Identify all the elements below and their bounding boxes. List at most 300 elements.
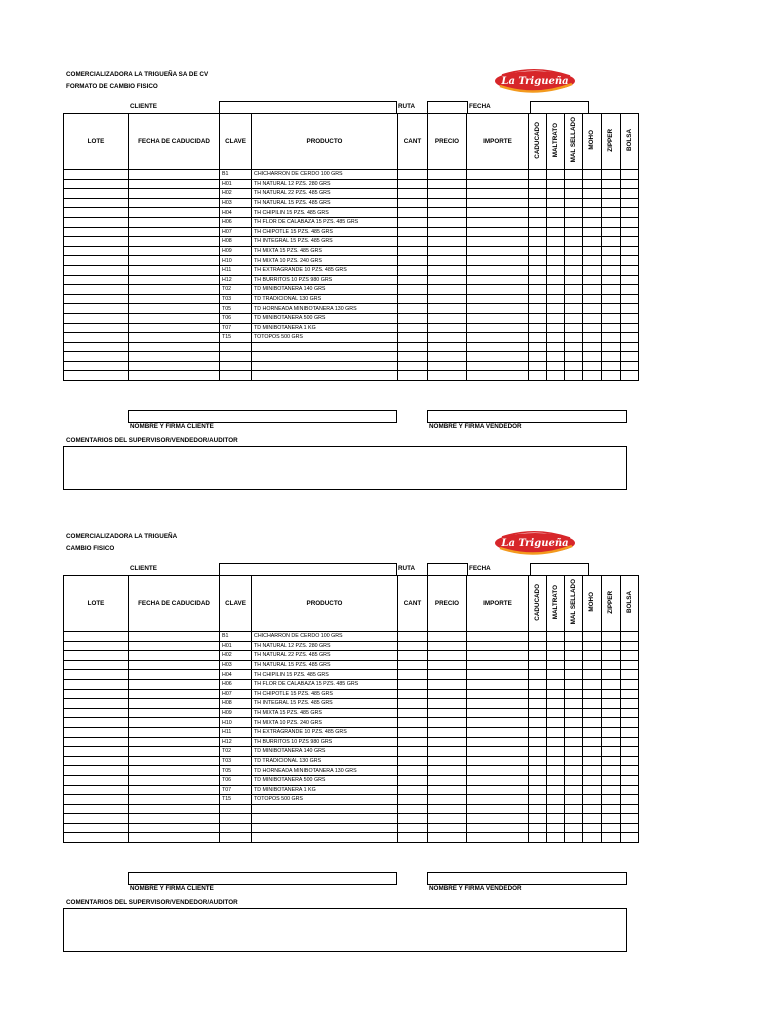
entry-cell[interactable] [565,246,583,256]
entry-cell[interactable] [428,304,467,314]
entry-cell[interactable] [621,699,639,709]
entry-cell[interactable] [565,660,583,670]
entry-cell[interactable] [547,785,565,795]
entry-cell[interactable] [565,699,583,709]
entry-cell[interactable] [565,708,583,718]
entry-cell[interactable] [565,189,583,199]
entry-cell[interactable] [64,304,129,314]
entry-cell[interactable] [428,371,467,381]
entry-cell[interactable] [529,747,547,757]
entry-cell[interactable] [428,361,467,371]
entry-cell[interactable] [621,304,639,314]
entry-cell[interactable] [547,756,565,766]
entry-cell[interactable] [529,708,547,718]
entry-cell[interactable] [428,352,467,362]
entry-cell[interactable] [467,189,529,199]
entry-cell[interactable] [547,170,565,180]
entry-cell[interactable] [602,718,621,728]
entry-cell[interactable] [129,775,220,785]
entry-cell[interactable] [602,727,621,737]
entry-cell[interactable] [64,756,129,766]
entry-cell[interactable] [565,737,583,747]
entry-cell[interactable] [467,333,529,343]
entry-cell[interactable] [129,747,220,757]
entry-cell[interactable] [565,814,583,824]
entry-cell[interactable] [64,785,129,795]
entry-cell[interactable] [428,275,467,285]
entry-cell[interactable] [583,641,602,651]
entry-cell[interactable] [467,766,529,776]
entry-cell[interactable] [64,189,129,199]
entry-cell[interactable] [467,237,529,247]
entry-cell[interactable] [583,632,602,642]
entry-cell[interactable] [398,795,428,805]
entry-cell[interactable] [583,237,602,247]
entry-cell[interactable] [129,285,220,295]
entry-cell[interactable] [602,208,621,218]
entry-cell[interactable] [583,766,602,776]
entry-cell[interactable] [428,198,467,208]
entry-cell[interactable] [529,333,547,343]
entry-cell[interactable] [398,304,428,314]
entry-cell[interactable] [583,660,602,670]
entry-cell[interactable] [398,775,428,785]
entry-cell[interactable] [129,833,220,843]
entry-cell[interactable] [547,285,565,295]
entry-cell[interactable] [529,265,547,275]
entry-cell[interactable] [602,371,621,381]
entry-cell[interactable] [398,737,428,747]
entry-cell[interactable] [64,256,129,266]
entry-cell[interactable] [467,352,529,362]
entry-cell[interactable] [467,641,529,651]
entry-cell[interactable] [565,170,583,180]
entry-cell[interactable] [467,170,529,180]
entry-cell[interactable] [602,804,621,814]
entry-cell[interactable] [129,208,220,218]
entry-cell[interactable] [398,237,428,247]
entry-cell[interactable] [529,313,547,323]
entry-cell[interactable] [129,641,220,651]
entry-cell[interactable] [129,217,220,227]
entry-cell[interactable] [428,333,467,343]
entry-cell[interactable] [428,785,467,795]
entry-cell[interactable] [64,342,129,352]
entry-cell[interactable] [621,651,639,661]
entry-cell[interactable] [602,304,621,314]
entry-cell[interactable] [583,775,602,785]
entry-cell[interactable] [547,651,565,661]
entry-cell[interactable] [547,804,565,814]
entry-cell[interactable] [428,679,467,689]
entry-cell[interactable] [602,198,621,208]
entry-cell[interactable] [64,275,129,285]
entry-cell[interactable] [621,670,639,680]
entry-cell[interactable] [467,670,529,680]
entry-cell[interactable] [64,632,129,642]
entry-cell[interactable] [398,756,428,766]
entry-cell[interactable] [583,265,602,275]
entry-cell[interactable] [602,361,621,371]
entry-cell[interactable] [428,775,467,785]
entry-cell[interactable] [583,294,602,304]
entry-cell[interactable] [467,708,529,718]
entry-cell[interactable] [529,718,547,728]
entry-cell[interactable] [64,265,129,275]
entry-cell[interactable] [529,189,547,199]
entry-cell[interactable] [64,660,129,670]
entry-cell[interactable] [129,246,220,256]
entry-cell[interactable] [529,823,547,833]
entry-cell[interactable] [64,747,129,757]
entry-cell[interactable] [621,246,639,256]
entry-cell[interactable] [64,352,129,362]
entry-cell[interactable] [398,208,428,218]
entry-cell[interactable] [129,294,220,304]
entry-cell[interactable] [583,737,602,747]
entry-cell[interactable] [129,660,220,670]
entry-cell[interactable] [621,198,639,208]
entry-cell[interactable] [602,756,621,766]
entry-cell[interactable] [129,227,220,237]
entry-cell[interactable] [565,237,583,247]
entry-cell[interactable] [129,679,220,689]
entry-cell[interactable] [129,814,220,824]
entry-cell[interactable] [428,699,467,709]
entry-cell[interactable] [621,179,639,189]
entry-cell[interactable] [583,804,602,814]
entry-cell[interactable] [583,670,602,680]
entry-cell[interactable] [428,689,467,699]
entry-cell[interactable] [129,689,220,699]
entry-cell[interactable] [565,179,583,189]
entry-cell[interactable] [467,227,529,237]
entry-cell[interactable] [428,804,467,814]
entry-cell[interactable] [565,352,583,362]
entry-cell[interactable] [529,795,547,805]
entry-cell[interactable] [621,727,639,737]
entry-cell[interactable] [621,785,639,795]
entry-cell[interactable] [129,342,220,352]
entry-cell[interactable] [583,227,602,237]
entry-cell[interactable] [428,795,467,805]
entry-cell[interactable] [529,679,547,689]
comentarios-field[interactable] [63,908,627,952]
entry-cell[interactable] [583,361,602,371]
entry-cell[interactable] [621,766,639,776]
entry-cell[interactable] [602,660,621,670]
entry-cell[interactable] [467,265,529,275]
entry-cell[interactable] [565,294,583,304]
entry-cell[interactable] [467,304,529,314]
entry-cell[interactable] [467,775,529,785]
entry-cell[interactable] [398,371,428,381]
entry-cell[interactable] [547,179,565,189]
entry-cell[interactable] [64,313,129,323]
entry-cell[interactable] [565,333,583,343]
entry-cell[interactable] [129,756,220,766]
entry-cell[interactable] [547,227,565,237]
entry-cell[interactable] [64,208,129,218]
entry-cell[interactable] [529,237,547,247]
entry-cell[interactable] [529,304,547,314]
entry-cell[interactable] [565,265,583,275]
entry-cell[interactable] [602,785,621,795]
entry-cell[interactable] [398,670,428,680]
entry-cell[interactable] [621,189,639,199]
entry-cell[interactable] [565,804,583,814]
entry-cell[interactable] [64,795,129,805]
entry-cell[interactable] [547,632,565,642]
entry-cell[interactable] [467,294,529,304]
entry-cell[interactable] [583,785,602,795]
entry-cell[interactable] [547,237,565,247]
entry-cell[interactable] [583,689,602,699]
entry-cell[interactable] [467,785,529,795]
entry-cell[interactable] [398,170,428,180]
entry-cell[interactable] [583,747,602,757]
entry-cell[interactable] [64,804,129,814]
entry-cell[interactable] [467,371,529,381]
entry-cell[interactable] [565,208,583,218]
entry-cell[interactable] [467,246,529,256]
entry-cell[interactable] [565,371,583,381]
entry-cell[interactable] [547,670,565,680]
entry-cell[interactable] [602,294,621,304]
entry-cell[interactable] [547,747,565,757]
entry-cell[interactable] [64,323,129,333]
entry-cell[interactable] [64,679,129,689]
entry-cell[interactable] [565,361,583,371]
entry-cell[interactable] [64,294,129,304]
entry-cell[interactable] [621,313,639,323]
entry-cell[interactable] [467,747,529,757]
entry-cell[interactable] [529,294,547,304]
entry-cell[interactable] [467,217,529,227]
entry-cell[interactable] [529,170,547,180]
entry-cell[interactable] [64,285,129,295]
entry-cell[interactable] [428,323,467,333]
entry-cell[interactable] [583,189,602,199]
entry-cell[interactable] [602,708,621,718]
entry-cell[interactable] [428,708,467,718]
entry-cell[interactable] [529,775,547,785]
entry-cell[interactable] [529,670,547,680]
entry-cell[interactable] [565,785,583,795]
entry-cell[interactable] [602,237,621,247]
entry-cell[interactable] [529,814,547,824]
entry-cell[interactable] [398,198,428,208]
entry-cell[interactable] [129,237,220,247]
entry-cell[interactable] [621,294,639,304]
entry-cell[interactable] [398,352,428,362]
entry-cell[interactable] [583,708,602,718]
entry-cell[interactable] [467,323,529,333]
entry-cell[interactable] [64,833,129,843]
entry-cell[interactable] [467,361,529,371]
entry-cell[interactable] [583,323,602,333]
entry-cell[interactable] [583,651,602,661]
entry-cell[interactable] [583,342,602,352]
entry-cell[interactable] [129,708,220,718]
entry-cell[interactable] [529,361,547,371]
entry-cell[interactable] [621,775,639,785]
entry-cell[interactable] [621,689,639,699]
entry-cell[interactable] [547,333,565,343]
entry-cell[interactable] [602,632,621,642]
entry-cell[interactable] [428,660,467,670]
entry-cell[interactable] [529,246,547,256]
entry-cell[interactable] [64,737,129,747]
entry-cell[interactable] [467,275,529,285]
entry-cell[interactable] [621,833,639,843]
entry-cell[interactable] [428,189,467,199]
entry-cell[interactable] [547,265,565,275]
entry-cell[interactable] [565,641,583,651]
entry-cell[interactable] [565,756,583,766]
entry-cell[interactable] [621,804,639,814]
entry-cell[interactable] [565,275,583,285]
entry-cell[interactable] [547,718,565,728]
entry-cell[interactable] [565,632,583,642]
entry-cell[interactable] [467,179,529,189]
entry-cell[interactable] [428,265,467,275]
entry-cell[interactable] [64,371,129,381]
entry-cell[interactable] [602,179,621,189]
entry-cell[interactable] [428,246,467,256]
entry-cell[interactable] [565,679,583,689]
entry-cell[interactable] [621,679,639,689]
entry-cell[interactable] [583,727,602,737]
entry-cell[interactable] [547,189,565,199]
entry-cell[interactable] [529,699,547,709]
entry-cell[interactable] [547,217,565,227]
entry-cell[interactable] [565,217,583,227]
entry-cell[interactable] [565,775,583,785]
entry-cell[interactable] [398,804,428,814]
entry-cell[interactable] [547,361,565,371]
entry-cell[interactable] [467,804,529,814]
entry-cell[interactable] [583,333,602,343]
entry-cell[interactable] [467,727,529,737]
entry-cell[interactable] [547,313,565,323]
entry-cell[interactable] [129,198,220,208]
entry-cell[interactable] [398,766,428,776]
entry-cell[interactable] [398,342,428,352]
entry-cell[interactable] [529,756,547,766]
entry-cell[interactable] [602,833,621,843]
entry-cell[interactable] [529,256,547,266]
entry-cell[interactable] [467,823,529,833]
entry-cell[interactable] [621,342,639,352]
entry-cell[interactable] [621,323,639,333]
entry-cell[interactable] [529,766,547,776]
entry-cell[interactable] [565,689,583,699]
entry-cell[interactable] [529,275,547,285]
entry-cell[interactable] [547,689,565,699]
entry-cell[interactable] [428,823,467,833]
entry-cell[interactable] [428,727,467,737]
entry-cell[interactable] [398,323,428,333]
entry-cell[interactable] [565,304,583,314]
entry-cell[interactable] [398,361,428,371]
entry-cell[interactable] [547,641,565,651]
entry-cell[interactable] [467,814,529,824]
entry-cell[interactable] [602,170,621,180]
entry-cell[interactable] [529,632,547,642]
entry-cell[interactable] [547,660,565,670]
entry-cell[interactable] [398,227,428,237]
entry-cell[interactable] [583,718,602,728]
entry-cell[interactable] [602,227,621,237]
entry-cell[interactable] [621,660,639,670]
entry-cell[interactable] [529,371,547,381]
entry-cell[interactable] [428,670,467,680]
entry-cell[interactable] [64,227,129,237]
entry-cell[interactable] [129,179,220,189]
entry-cell[interactable] [621,371,639,381]
entry-cell[interactable] [602,689,621,699]
entry-cell[interactable] [529,833,547,843]
entry-cell[interactable] [64,708,129,718]
entry-cell[interactable] [602,323,621,333]
entry-cell[interactable] [583,699,602,709]
entry-cell[interactable] [129,275,220,285]
entry-cell[interactable] [529,689,547,699]
entry-cell[interactable] [129,361,220,371]
entry-cell[interactable] [129,699,220,709]
entry-cell[interactable] [529,785,547,795]
entry-cell[interactable] [398,265,428,275]
entry-cell[interactable] [64,699,129,709]
entry-cell[interactable] [428,756,467,766]
entry-cell[interactable] [602,699,621,709]
entry-cell[interactable] [547,737,565,747]
entry-cell[interactable] [565,670,583,680]
entry-cell[interactable] [621,285,639,295]
entry-cell[interactable] [583,217,602,227]
entry-cell[interactable] [467,651,529,661]
entry-cell[interactable] [602,823,621,833]
entry-cell[interactable] [529,198,547,208]
entry-cell[interactable] [129,632,220,642]
entry-cell[interactable] [529,285,547,295]
entry-cell[interactable] [129,313,220,323]
entry-cell[interactable] [129,352,220,362]
entry-cell[interactable] [129,766,220,776]
entry-cell[interactable] [602,217,621,227]
entry-cell[interactable] [547,775,565,785]
entry-cell[interactable] [621,227,639,237]
entry-cell[interactable] [129,323,220,333]
entry-cell[interactable] [398,285,428,295]
entry-cell[interactable] [428,747,467,757]
entry-cell[interactable] [398,823,428,833]
entry-cell[interactable] [398,689,428,699]
entry-cell[interactable] [565,313,583,323]
firma-cliente-field[interactable] [128,872,397,885]
entry-cell[interactable] [129,785,220,795]
entry-cell[interactable] [428,632,467,642]
entry-cell[interactable] [129,256,220,266]
entry-cell[interactable] [398,313,428,323]
entry-cell[interactable] [529,342,547,352]
entry-cell[interactable] [398,679,428,689]
entry-cell[interactable] [398,833,428,843]
entry-cell[interactable] [602,333,621,343]
entry-cell[interactable] [565,227,583,237]
entry-cell[interactable] [565,766,583,776]
